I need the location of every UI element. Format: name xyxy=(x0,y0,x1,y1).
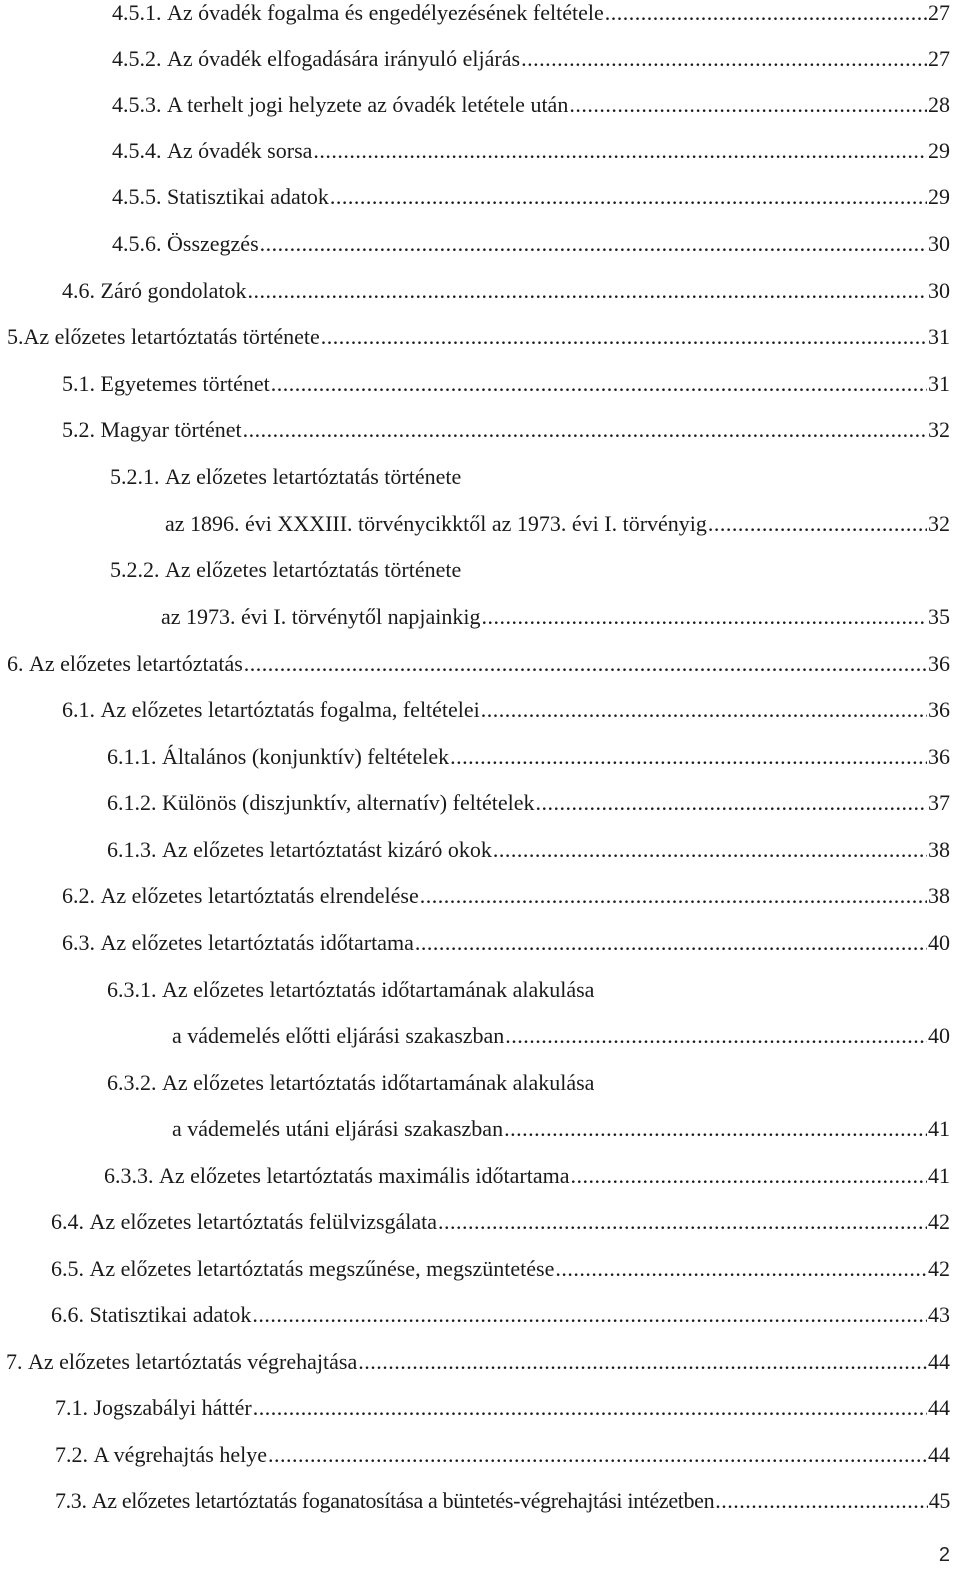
toc-entry[interactable] xyxy=(62,274,950,308)
toc-entry-title: Záró gondolatok xyxy=(100,278,247,303)
toc-entry-page: 31 xyxy=(928,371,950,396)
toc-entry-title: Az előzetes letartóztatás története xyxy=(23,324,320,349)
toc-entry-title: Magyar történet xyxy=(100,417,242,442)
toc-entry[interactable] xyxy=(51,1252,950,1286)
toc-entry-number: 4.5.4. xyxy=(112,138,162,163)
toc-entry-page: 36 xyxy=(928,697,950,722)
toc-entry-number: 6.1.2. xyxy=(107,790,157,815)
toc-entry-number: 6.1. xyxy=(62,697,95,722)
toc-entry-number: 6.3.1. xyxy=(107,977,157,1002)
leader-dots xyxy=(438,1205,927,1239)
toc-entry[interactable] xyxy=(55,1391,950,1425)
toc-entry-title: Statisztikai adatok xyxy=(89,1302,252,1327)
toc-entry-title: Az előzetes letartóztatás időtartama xyxy=(100,930,414,955)
toc-entry-number: 4.5.2. xyxy=(112,46,162,71)
toc-entry-page: 37 xyxy=(928,790,950,815)
toc-entry-page: 32 xyxy=(928,417,950,442)
toc-entry[interactable] xyxy=(104,1159,950,1193)
toc-entry-title: Az előzetes letartóztatás története xyxy=(165,557,462,582)
toc-entry[interactable] xyxy=(62,413,950,447)
leader-dots xyxy=(271,367,927,401)
leader-dots xyxy=(313,134,927,168)
toc-entry-title: Különös (diszjunktív, alternatív) feltételek xyxy=(162,790,535,815)
toc-entry-number: 6.5. xyxy=(51,1256,84,1281)
toc-entry-number: 6.2. xyxy=(62,883,95,908)
toc-entry-page: 40 xyxy=(928,1023,950,1048)
toc-entry-number: 5.1. xyxy=(62,371,95,396)
leader-dots xyxy=(243,413,927,447)
toc-entry[interactable] xyxy=(55,1438,950,1472)
toc-entry-continuation[interactable] xyxy=(172,1019,950,1053)
leader-dots xyxy=(358,1345,927,1379)
leader-dots xyxy=(330,180,927,214)
toc-entry-title: Jogszabályi háttér xyxy=(93,1395,252,1420)
toc-entry[interactable] xyxy=(51,1205,950,1239)
toc-entry-title: Az előzetes letartóztatás időtartamának alakulása xyxy=(162,1070,595,1095)
toc-entry-page: 32 xyxy=(928,511,950,536)
leader-dots xyxy=(569,88,927,122)
toc-entry-page: 36 xyxy=(928,744,950,769)
toc-entry-title: A terhelt jogi helyzete az óvadék letétele után xyxy=(167,92,569,117)
toc-entry-title: Az előzetes letartóztatás fogalma, feltételei xyxy=(100,697,480,722)
leader-dots xyxy=(715,1484,927,1518)
leader-dots xyxy=(248,274,927,308)
toc-entry-title: Az előzetes letartóztatás története xyxy=(165,464,462,489)
leader-dots xyxy=(521,42,927,76)
toc-entry[interactable] xyxy=(112,0,950,30)
toc-entry-title: Az előzetes letartóztatás elrendelése xyxy=(100,883,419,908)
toc-entry-page: 42 xyxy=(928,1209,950,1234)
toc-entry[interactable] xyxy=(112,180,950,214)
leader-dots xyxy=(321,320,927,354)
toc-entry-page: 40 xyxy=(928,930,950,955)
toc-entry-title: Az előzetes letartóztatást kizáró okok xyxy=(162,837,492,862)
leader-dots xyxy=(415,926,927,960)
toc-entry[interactable] xyxy=(107,786,950,820)
toc-entry-title: A végrehajtás helye xyxy=(93,1442,267,1467)
toc-entry-title: Az előzetes letartóztatás foganatosítása a büntetés-végrehajtási intézetben xyxy=(91,1488,715,1513)
toc-entry-number: 4.5.3. xyxy=(112,92,162,117)
toc-entry-page: 35 xyxy=(928,604,950,629)
toc-entry-title: Az előzetes letartóztatás xyxy=(29,651,243,676)
toc-entry[interactable] xyxy=(7,320,950,354)
toc-entry[interactable] xyxy=(112,134,950,168)
toc-entry-number: 6.1.1. xyxy=(107,744,157,769)
toc-entry-title: Az előzetes letartóztatás végrehajtása xyxy=(28,1349,358,1374)
toc-entry-title-line2: a vádemelés előtti eljárási szakaszban xyxy=(172,1023,505,1048)
toc-entry-number: 4.5.5. xyxy=(112,184,162,209)
toc-entry-page: 30 xyxy=(928,231,950,256)
toc-entry-page: 44 xyxy=(928,1395,950,1420)
toc-entry[interactable] xyxy=(107,833,950,867)
leader-dots xyxy=(505,1019,927,1053)
toc-entry[interactable] xyxy=(51,1298,950,1332)
toc-entry-number: 6.3. xyxy=(62,930,95,955)
toc-entry-title: Az előzetes letartóztatás időtartamának alakulása xyxy=(162,977,595,1002)
toc-entry-title: Összegzés xyxy=(167,231,259,256)
leader-dots xyxy=(481,693,927,727)
toc-entry-title-line2: az 1896. évi XXXIII. törvénycikktől az 1973. évi I. törvényig xyxy=(165,511,707,536)
leader-dots xyxy=(260,227,927,261)
toc-entry-title-line2: az 1973. évi I. törvénytől napjainkig xyxy=(161,604,481,629)
leader-dots xyxy=(450,740,927,774)
toc-entry[interactable] xyxy=(7,647,950,681)
toc-entry-title: Általános (konjunktív) feltételek xyxy=(162,744,450,769)
leader-dots xyxy=(571,1159,928,1193)
toc-entry-number: 7.3. xyxy=(55,1488,87,1513)
toc-entry-page: 41 xyxy=(928,1116,950,1141)
toc-entry[interactable] xyxy=(6,1345,950,1379)
toc-entry-number: 4.6. xyxy=(62,278,95,303)
toc-entry-number: 7.2. xyxy=(55,1442,88,1467)
toc-entry-title: Az óvadék sorsa xyxy=(167,138,313,163)
toc-entry[interactable] xyxy=(107,1066,950,1100)
leader-dots xyxy=(244,647,927,681)
toc-entry-page: 44 xyxy=(928,1442,950,1467)
leader-dots xyxy=(493,833,927,867)
toc-entry-number: 6. xyxy=(7,651,24,676)
toc-entry-number: 4.5.6. xyxy=(112,231,162,256)
toc-entry[interactable] xyxy=(112,227,950,261)
toc-entry-title: Egyetemes történet xyxy=(100,371,270,396)
toc-entry-page: 42 xyxy=(928,1256,950,1281)
toc-entry-number: 7.1. xyxy=(55,1395,88,1420)
toc-entry-number: 5.2. xyxy=(62,417,95,442)
toc-entry-page: 36 xyxy=(928,651,950,676)
leader-dots xyxy=(605,0,927,30)
toc-entry-number: 6.1.3. xyxy=(107,837,157,862)
toc-entry-continuation[interactable] xyxy=(165,507,950,541)
toc-entry-page: 43 xyxy=(928,1302,950,1327)
toc-entry-page: 38 xyxy=(928,883,950,908)
toc-entry[interactable] xyxy=(112,88,950,122)
toc-entry-page: 29 xyxy=(928,138,950,163)
toc-entry-page: 44 xyxy=(928,1349,950,1374)
toc-entry[interactable] xyxy=(55,1484,950,1518)
toc-entry[interactable] xyxy=(107,740,950,774)
leader-dots xyxy=(555,1252,927,1286)
toc-entry-page: 30 xyxy=(928,278,950,303)
toc-entry[interactable] xyxy=(112,42,950,76)
toc-entry-page: 28 xyxy=(928,92,950,117)
toc-entry[interactable] xyxy=(62,367,950,401)
toc-entry[interactable] xyxy=(107,973,950,1007)
toc-entry[interactable] xyxy=(110,460,950,494)
toc-entry-number: 5.2.1. xyxy=(110,464,160,489)
leader-dots xyxy=(708,507,927,541)
toc-entry-title: Statisztikai adatok xyxy=(167,184,329,209)
toc-entry-title: Az előzetes letartóztatás maximális időtartama xyxy=(159,1163,570,1188)
toc-entry-number: 6.3.2. xyxy=(107,1070,157,1095)
toc-entry-page: 27 xyxy=(928,0,950,25)
leader-dots xyxy=(504,1112,927,1146)
toc-entry-number: 4.5.1. xyxy=(112,0,162,25)
leader-dots xyxy=(535,786,927,820)
leader-dots xyxy=(420,879,927,913)
leader-dots xyxy=(482,600,927,634)
toc-entry-number: 6.4. xyxy=(51,1209,84,1234)
toc-entry-number: 5.2.2. xyxy=(110,557,160,582)
toc-entry-title: Az előzetes letartóztatás felülvizsgálata xyxy=(89,1209,438,1234)
toc-entry-title-line2: a vádemelés utáni eljárási szakaszban xyxy=(172,1116,504,1141)
toc-entry-continuation[interactable] xyxy=(161,600,950,634)
toc-entry-continuation[interactable] xyxy=(172,1112,950,1146)
toc-entry-title: Az óvadék fogalma és engedélyezésének feltétele xyxy=(167,0,604,25)
toc-entry-page: 29 xyxy=(928,184,950,209)
toc-entry-number: 7. xyxy=(6,1349,23,1374)
toc-entry[interactable] xyxy=(110,553,950,587)
toc-entry-page: 41 xyxy=(928,1163,950,1188)
toc-entry-page: 31 xyxy=(928,324,950,349)
leader-dots xyxy=(253,1391,927,1425)
toc-entry[interactable] xyxy=(62,693,950,727)
toc-entry-title: Az óvadék elfogadására irányuló eljárás xyxy=(167,46,521,71)
page-number: 2 xyxy=(938,1544,950,1566)
toc-entry-page: 45 xyxy=(928,1488,950,1513)
toc-entry-page: 38 xyxy=(928,837,950,862)
toc-entry-title: Az előzetes letartóztatás megszűnése, megszüntetése xyxy=(89,1256,555,1281)
toc-entry-number: 5. xyxy=(7,324,24,349)
toc-entry-number: 6.6. xyxy=(51,1302,84,1327)
toc-entry-number: 6.3.3. xyxy=(104,1163,154,1188)
leader-dots xyxy=(252,1298,927,1332)
toc-entry[interactable] xyxy=(62,879,950,913)
leader-dots xyxy=(268,1438,927,1472)
toc-entry-page: 27 xyxy=(928,46,950,71)
toc-entry[interactable] xyxy=(62,926,950,960)
